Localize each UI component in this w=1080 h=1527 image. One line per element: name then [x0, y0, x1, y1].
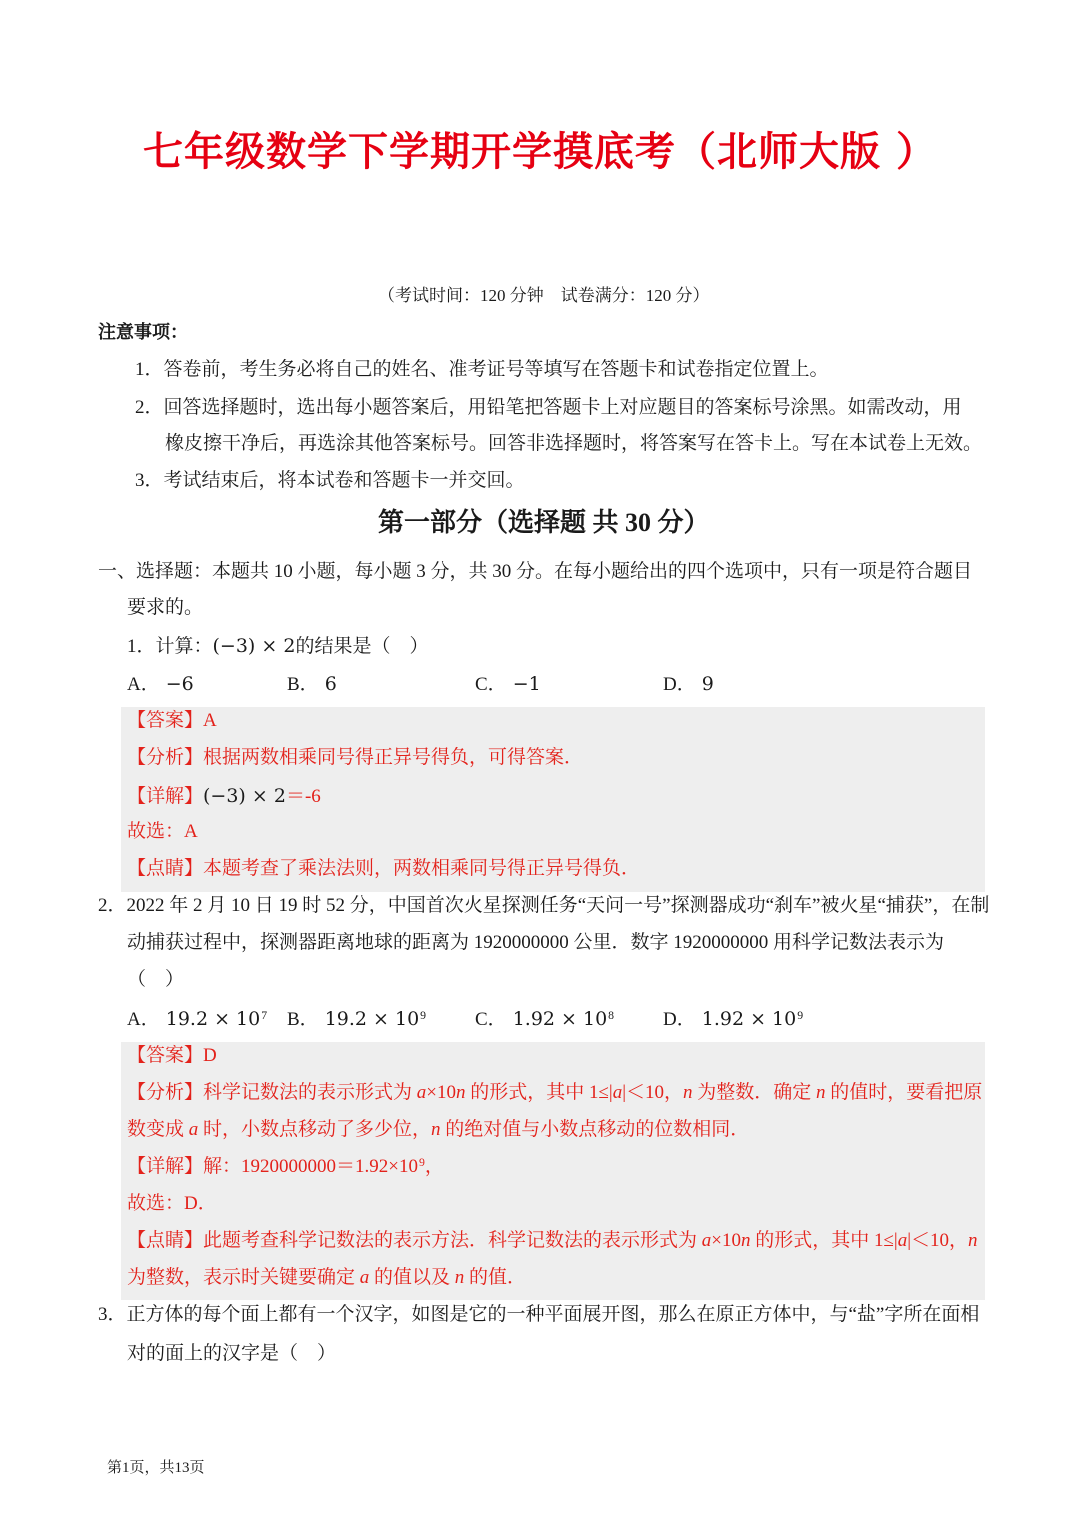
option-value: 19.2 × 10 [324, 1008, 420, 1030]
option-label: B． [287, 674, 319, 695]
notice-item-1: 1．答卷前，考生务必将自己的姓名、准考证号等填写在答题卡和试卷指定位置上。 [135, 359, 829, 380]
text-run: 的结果是（ ） [295, 636, 429, 657]
text-run: 的绝对值与小数点移动的位数相同． [440, 1119, 750, 1140]
page-title: 七年级数学下学期开学摸底考（北师大版 ） [143, 129, 937, 175]
option-exponent: 9 [420, 1008, 427, 1022]
option-value: 1.92 × 10 [701, 1008, 797, 1030]
solution-comment [127, 857, 979, 881]
solution-choice [127, 820, 979, 844]
question-3-stem: 3．正方体的每个面上都有一个汉字，如图是它的一种平面展开图，那么在原正方体中，与“盐”字所在面相 [98, 1304, 980, 1325]
option-value: 19.2 × 10 [165, 1008, 261, 1030]
text-run: ， [424, 1156, 444, 1177]
question-2-stem-continued: 动捕获过程中，探测器距离地球的距离为 1920000000 公里．数字 1920000000 用科学记数法表示为 [127, 932, 945, 953]
text-run: 的值． [464, 1267, 527, 1288]
text-run: 【点睛】此题考查科学记数法的表示方法．科学记数法的表示形式为 [127, 1230, 702, 1251]
section-instruction: 一、选择题：本题共 10 小题，每小题 3 分，共 30 分。在每小题给出的四个选项中，只有一项是符合题目 [98, 561, 973, 582]
text-run: 的值以及 [369, 1267, 455, 1288]
solution-analysis [127, 746, 979, 770]
italic-variable: n [683, 1082, 693, 1103]
italic-variable: a [416, 1082, 427, 1103]
solution-choice [127, 1192, 979, 1216]
text-run: ＝-6 [285, 786, 321, 807]
text-run: 【答案】D [127, 1045, 217, 1066]
question-1-option-a [127, 672, 194, 697]
text-run: ×10 [711, 1230, 741, 1251]
section-instruction-continued: 要求的。 [127, 597, 204, 618]
solution-comment-continued [127, 1266, 979, 1290]
italic-variable: n [431, 1119, 441, 1140]
part-heading: 第一部分（选择题 共 30 分） [378, 508, 710, 537]
option-exponent: 7 [261, 1008, 268, 1022]
question-2-answer-brackets: （ ） [127, 969, 185, 990]
text-run: 故选：A [127, 821, 198, 842]
question-2-option-d [663, 1007, 803, 1034]
text-run: 的形式，其中 1≤| [750, 1230, 898, 1251]
italic-variable: n [816, 1082, 826, 1103]
italic-variable: a [897, 1230, 908, 1251]
question-2-option-b [287, 1007, 426, 1034]
solution-detail [127, 784, 979, 809]
text-run: 为整数，表示时关键要确定 [127, 1267, 360, 1288]
question-2-solution-box [121, 1042, 985, 1300]
question-2-stem: 2．2022 年 2 月 10 日 19 时 52 分，中国首次火星探测任务“天问一号”探测器成功“刹车”被火星“捕获”，在制 [98, 895, 990, 916]
option-value: 1.92 × 10 [512, 1008, 608, 1030]
option-value: −1 [512, 673, 541, 695]
option-label: A． [127, 674, 160, 695]
text-run: 为整数．确定 [692, 1082, 817, 1103]
text-run: 数变成 [127, 1119, 189, 1140]
notice-item-2: 2．回答选择题时，选出每小题答案后，用铅笔把答题卡上对应题目的答案标号涂黑。如需改动，用 [135, 397, 962, 418]
text-run: 的形式，其中 1≤| [465, 1082, 613, 1103]
solution-analysis-continued [127, 1118, 979, 1142]
math-expression: (−3) × 2 [203, 785, 286, 807]
italic-variable: n [455, 1082, 466, 1103]
option-value: 9 [701, 673, 714, 695]
question-1-option-b [287, 672, 337, 697]
option-label: D． [663, 1009, 696, 1030]
notice-item-2-continued: 橡皮擦干净后，再选涂其他答案标号。回答非选择题时，将答案写在答卡上。写在本试卷上无效。 [165, 433, 983, 454]
solution-analysis [127, 1081, 985, 1105]
option-label: C． [475, 674, 507, 695]
italic-variable: n [968, 1230, 978, 1251]
text-run: 【详解】 [127, 786, 204, 807]
text-run: 的值时，要看把原 [825, 1082, 983, 1103]
question-1-solution-box [121, 707, 985, 892]
italic-variable: n [740, 1230, 751, 1251]
text-run: 时，小数点移动了多少位， [198, 1119, 432, 1140]
question-1-option-d [663, 672, 714, 697]
text-run: 【答案】A [127, 710, 217, 731]
text-run: 【分析】科学记数法的表示形式为 [127, 1082, 417, 1103]
italic-variable: a [612, 1082, 623, 1103]
text-run: 【分析】根据两数相乘同号得正异号得负，可得答案． [127, 747, 584, 768]
text-run: 故选：D． [127, 1193, 217, 1214]
option-value: −6 [165, 673, 194, 695]
page-number: 第1页，共13页 [107, 1460, 205, 1476]
option-exponent: 9 [797, 1008, 804, 1022]
exam-info: （考试时间：120 分钟 试卷满分：120 分） [378, 286, 710, 305]
option-value: 6 [324, 673, 337, 695]
solution-answer [127, 709, 979, 733]
italic-variable: a [188, 1119, 199, 1140]
text-run: ×10 [426, 1082, 456, 1103]
question-1-stem [127, 634, 1020, 659]
italic-variable: n [454, 1267, 465, 1288]
question-1-option-c [475, 672, 541, 697]
text-run: 【点睛】本题考查了乘法法则，两数相乘同号得正异号得负． [127, 858, 641, 879]
text-run: 1．计算： [127, 636, 213, 657]
italic-variable: a [359, 1267, 370, 1288]
solution-answer [127, 1044, 979, 1068]
notice-heading: 注意事项： [98, 322, 188, 343]
solution-comment [127, 1229, 985, 1253]
superscript: 9 [418, 1155, 425, 1169]
option-label: C． [475, 1009, 507, 1030]
notice-item-3: 3．考试结束后，将本试卷和答题卡一并交回。 [135, 470, 525, 491]
math-expression: (−3) × 2 [212, 635, 296, 657]
option-exponent: 8 [608, 1008, 615, 1022]
question-2-option-a [127, 1007, 267, 1034]
option-label: B． [287, 1009, 319, 1030]
solution-detail [127, 1155, 979, 1181]
text-run: 【详解】解：1920000000＝1.92×10 [127, 1156, 418, 1177]
italic-variable: a [701, 1230, 712, 1251]
option-label: D． [663, 674, 696, 695]
text-run: |＜10， [622, 1082, 684, 1103]
question-3-stem-continued: 对的面上的汉字是（ ） [127, 1343, 337, 1364]
question-2-option-c [475, 1007, 614, 1034]
text-run: |＜10， [907, 1230, 969, 1251]
option-label: A． [127, 1009, 160, 1030]
